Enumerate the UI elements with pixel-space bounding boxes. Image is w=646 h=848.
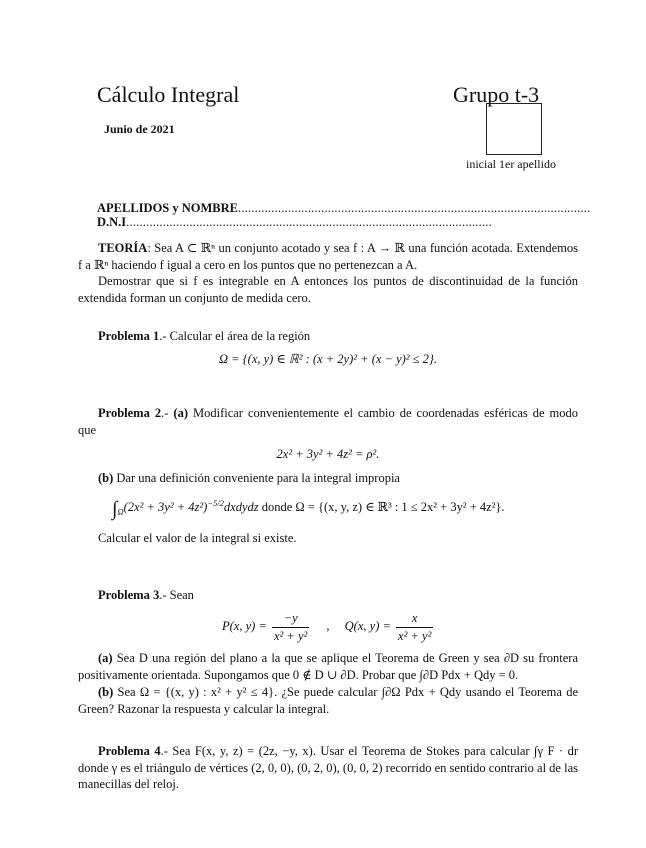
teoria-section: [78, 240, 578, 306]
integral-sign-icon: ∫: [112, 498, 118, 520]
problem3-b-label: (b): [98, 685, 114, 699]
teoria-line2: Demostrar que si f es integrable en A entonces los puntos de discontinuidad de la función extendida forman un conjunto de medida cero.: [78, 274, 578, 305]
problem2-b-text: Dar una definición conveniente para la integral impropia: [113, 471, 400, 485]
problem1-text: .- Calcular el área de la región: [159, 329, 311, 343]
integral-diff: dxdydz: [223, 500, 259, 514]
problem4-heading: Problema 4: [98, 744, 161, 758]
problem4-text: .- Sea F(x, y, z) = (2z, −y, x). Usar el Teorema de Stokes para calcular ∫γ F · dr donde γ es el triángulo de vértices (2, 0, 0), (0, 2, 0), (0, 0, 2) recorrido en sentido contrario al de las manecillas del reloj.: [78, 744, 578, 791]
course-title: Cálculo Integral: [97, 82, 240, 107]
problem2-heading: Problema 2: [98, 406, 162, 420]
problem3-a-label: (a): [98, 651, 113, 665]
problem2-a-text: Modificar convenientemente el cambio de coordenadas esféricas de modo que: [78, 406, 579, 437]
Q-lhs: Q(x, y) =: [344, 618, 391, 633]
name-dots: ..........................................................................................................: [238, 201, 591, 215]
problem1-heading: Problema 1: [98, 329, 160, 343]
integral-body: (2x² + 3y² + 4z²): [123, 500, 208, 514]
name-label: APELLIDOS y NOMBRE: [97, 201, 238, 215]
problem1-statement: [78, 328, 578, 345]
problem2-part-a: Problema 2.- (a) Modificar convenientemente el cambio de coordenadas esféricas de modo que: [78, 406, 579, 437]
dni-dots: ..............................................................................................................: [126, 215, 492, 229]
Q-fraction: [396, 610, 433, 644]
problem3-functions: [222, 610, 435, 644]
Q-num: x: [396, 610, 433, 628]
problem3-statement: [78, 587, 578, 604]
initial-box[interactable]: [486, 103, 542, 155]
dni-field[interactable]: [97, 214, 517, 231]
initial-label: inicial 1er apellido: [466, 157, 556, 171]
problem4-statement: [78, 743, 578, 793]
P-Q-separator: ,: [326, 618, 330, 633]
integral-exp: −5/2: [207, 497, 224, 508]
teoria-line1: : Sea A ⊂ ℝⁿ un conjunto acotado y sea f : A → ℝ una función acotada. Extendemos f a ℝⁿ haciendo f igual a cero en los puntos que no pertenezcan a A.: [78, 241, 578, 272]
problem2-a-label: (a): [173, 406, 188, 420]
problem3-intro: .- Sean: [159, 588, 194, 602]
group-label: Grupo t-3: [453, 82, 540, 107]
exam-date: Junio de 2021: [104, 122, 175, 136]
teoria-heading: TEORÍA: [98, 241, 148, 255]
problem2-equation-a: 2x² + 3y² + 4z² = ρ².: [276, 447, 380, 461]
integral-where: donde Ω = {(x, y, z) ∈ ℝ³ : 1 ≤ 2x² + 3y² + 4z²}.: [258, 500, 505, 514]
problem3-b-text: Sea Ω = {(x, y) : x² + y² ≤ 4}. ¿Se puede calcular ∫∂Ω Pdx + Qdy usando el Teorema de Green? Razonar la respuesta y calcular la integral.: [78, 685, 578, 716]
problem3-a-text: Sea D una región del plano a la que se aplique el Teorema de Green y sea ∂D su frontera positivamente orientada. Supongamos que 0 ∉ D ∪ ∂D. Probar que ∫∂D Pdx + Qdy = 0.: [78, 651, 578, 682]
problem2-part-b: [78, 470, 578, 487]
P-lhs: P(x, y) =: [222, 618, 267, 633]
problem3-part-a: [78, 650, 578, 683]
Q-den: x² + y²: [398, 628, 432, 643]
integral-sub: Ω: [117, 506, 124, 517]
problem2-closing: Calcular el valor de la integral si existe.: [98, 531, 297, 545]
P-den: x² + y²: [274, 628, 308, 643]
P-num: −y: [272, 610, 309, 628]
problem1-equation: Ω = {(x, y) ∈ ℝ² : (x + 2y)² + (x − y)² ≤ 2}.: [218, 352, 438, 366]
problem2-integral: [112, 496, 582, 522]
dni-label: D.N.I: [97, 215, 127, 229]
problem3-heading: Problema 3: [98, 588, 160, 602]
problem3-part-b: [78, 684, 578, 717]
problem2-b-label: (b): [98, 471, 114, 485]
P-fraction: [272, 610, 309, 644]
